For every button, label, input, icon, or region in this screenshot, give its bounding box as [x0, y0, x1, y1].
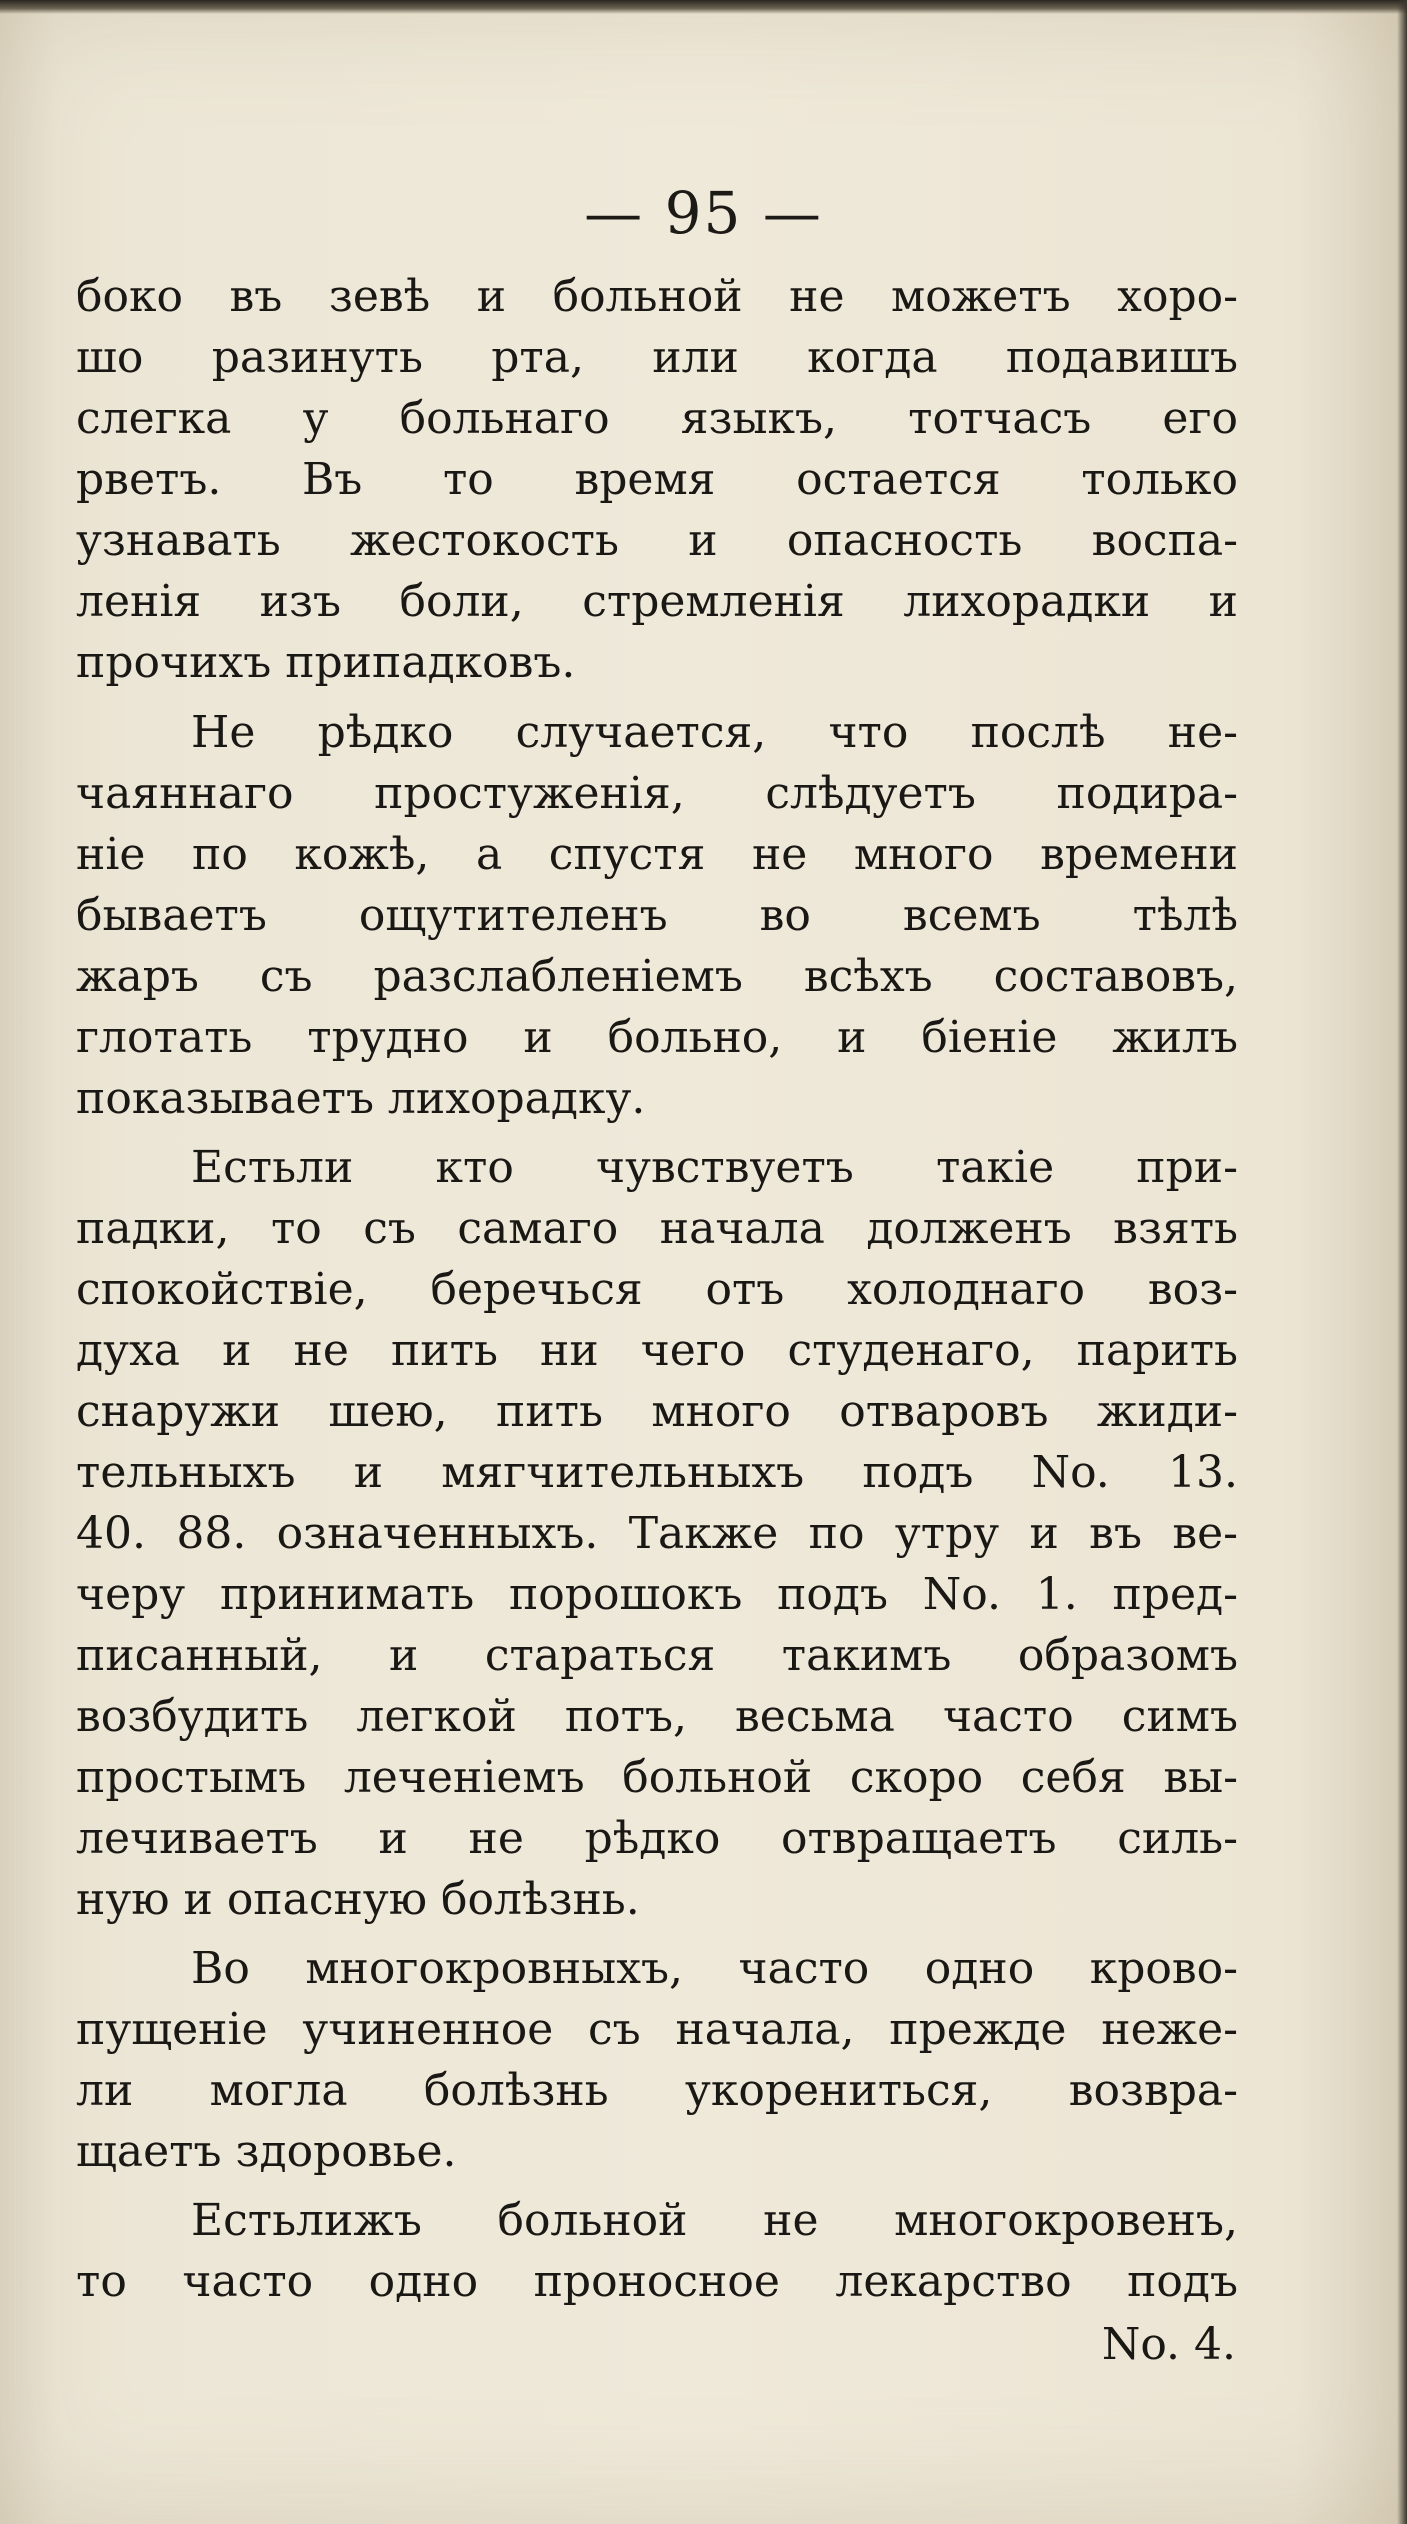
text-line: Не рѣдко случается, что послѣ не-: [191, 707, 1238, 758]
text-line: ли могла болѣзнь укорениться, возвра-: [76, 2065, 1238, 2116]
text-line: ленія изъ боли, стремленія лихорадки и: [76, 576, 1238, 627]
text-line: показываетъ лихорадку.: [76, 1073, 646, 1124]
text-line: прочихъ припадковъ.: [76, 637, 576, 688]
paragraph: [76, 1137, 1238, 1930]
text-line: писанный, и стараться такимъ образомъ: [76, 1630, 1238, 1681]
paragraph: [76, 266, 1238, 693]
text-line: узнавать жестокость и опасность воспа-: [76, 515, 1238, 566]
text-line: простымъ леченіемъ больной скоро себя вы-: [76, 1752, 1238, 1803]
text-line: 40. 88. означенныхъ. Также по утру и въ ве-: [76, 1508, 1238, 1559]
text-line: спокойствіе, беречься отъ холоднаго воз-: [76, 1264, 1238, 1315]
text-line: шо разинуть рта, или когда подавишъ: [76, 332, 1238, 383]
paragraph: [76, 2190, 1238, 2312]
catchword: [76, 2314, 1238, 2375]
page-number: — 95 —: [584, 179, 823, 247]
text-line: глотать трудно и больно, и біеніе жилъ: [76, 1012, 1238, 1063]
text-line: жаръ съ разслабленіемъ всѣхъ составовъ,: [76, 951, 1238, 1002]
text-line: лечиваетъ и не рѣдко отвращаетъ силь-: [76, 1813, 1238, 1864]
text-line: боко въ зевѣ и больной не можетъ хоро-: [76, 271, 1238, 322]
text-line: рветъ. Въ то время остается только: [76, 454, 1238, 505]
text-line: падки, то съ самаго начала долженъ взять: [76, 1203, 1238, 1254]
text-line: черу принимать порошокъ подъ No. 1. пред-: [76, 1569, 1238, 1620]
text-line: возбудить легкой потъ, весьма часто симъ: [76, 1691, 1238, 1742]
text-line: то часто одно проносное лекарство подъ: [76, 2256, 1238, 2307]
text-line: Естьли кто чувствуетъ такіе при-: [191, 1142, 1238, 1193]
text-line: тельныхъ и мягчительныхъ подъ No. 13.: [76, 1447, 1238, 1498]
text-line: снаружи шею, пить много отваровъ жиди-: [76, 1386, 1238, 1437]
catchword-text: No. 4.: [1101, 2319, 1236, 2370]
text-line: слегка у больнаго языкъ, тотчасъ его: [76, 393, 1238, 444]
body-text: [76, 266, 1238, 2375]
text-line: Во многокровныхъ, часто одно крово-: [191, 1943, 1238, 1994]
page-right-edge: [1397, 0, 1407, 2524]
paragraph: [76, 702, 1238, 1129]
text-line: духа и не пить ни чего студенаго, парить: [76, 1325, 1238, 1376]
text-line: ную и опасную болѣзнь.: [76, 1874, 640, 1925]
text-line: пущеніе учиненное съ начала, прежде неже-: [76, 2004, 1238, 2055]
paragraph: [76, 1938, 1238, 2182]
page-top-edge: [0, 0, 1407, 14]
text-line: Естьлижъ больной не многокровенъ,: [191, 2195, 1238, 2246]
text-line: чаяннаго простуженія, слѣдуетъ подира-: [76, 768, 1238, 819]
text-line: бываетъ ощутителенъ во всемъ тѣлѣ: [76, 890, 1238, 941]
text-line: ніе по кожѣ, а спустя не много времени: [76, 829, 1238, 880]
text-line: щаетъ здоровье.: [76, 2126, 457, 2177]
